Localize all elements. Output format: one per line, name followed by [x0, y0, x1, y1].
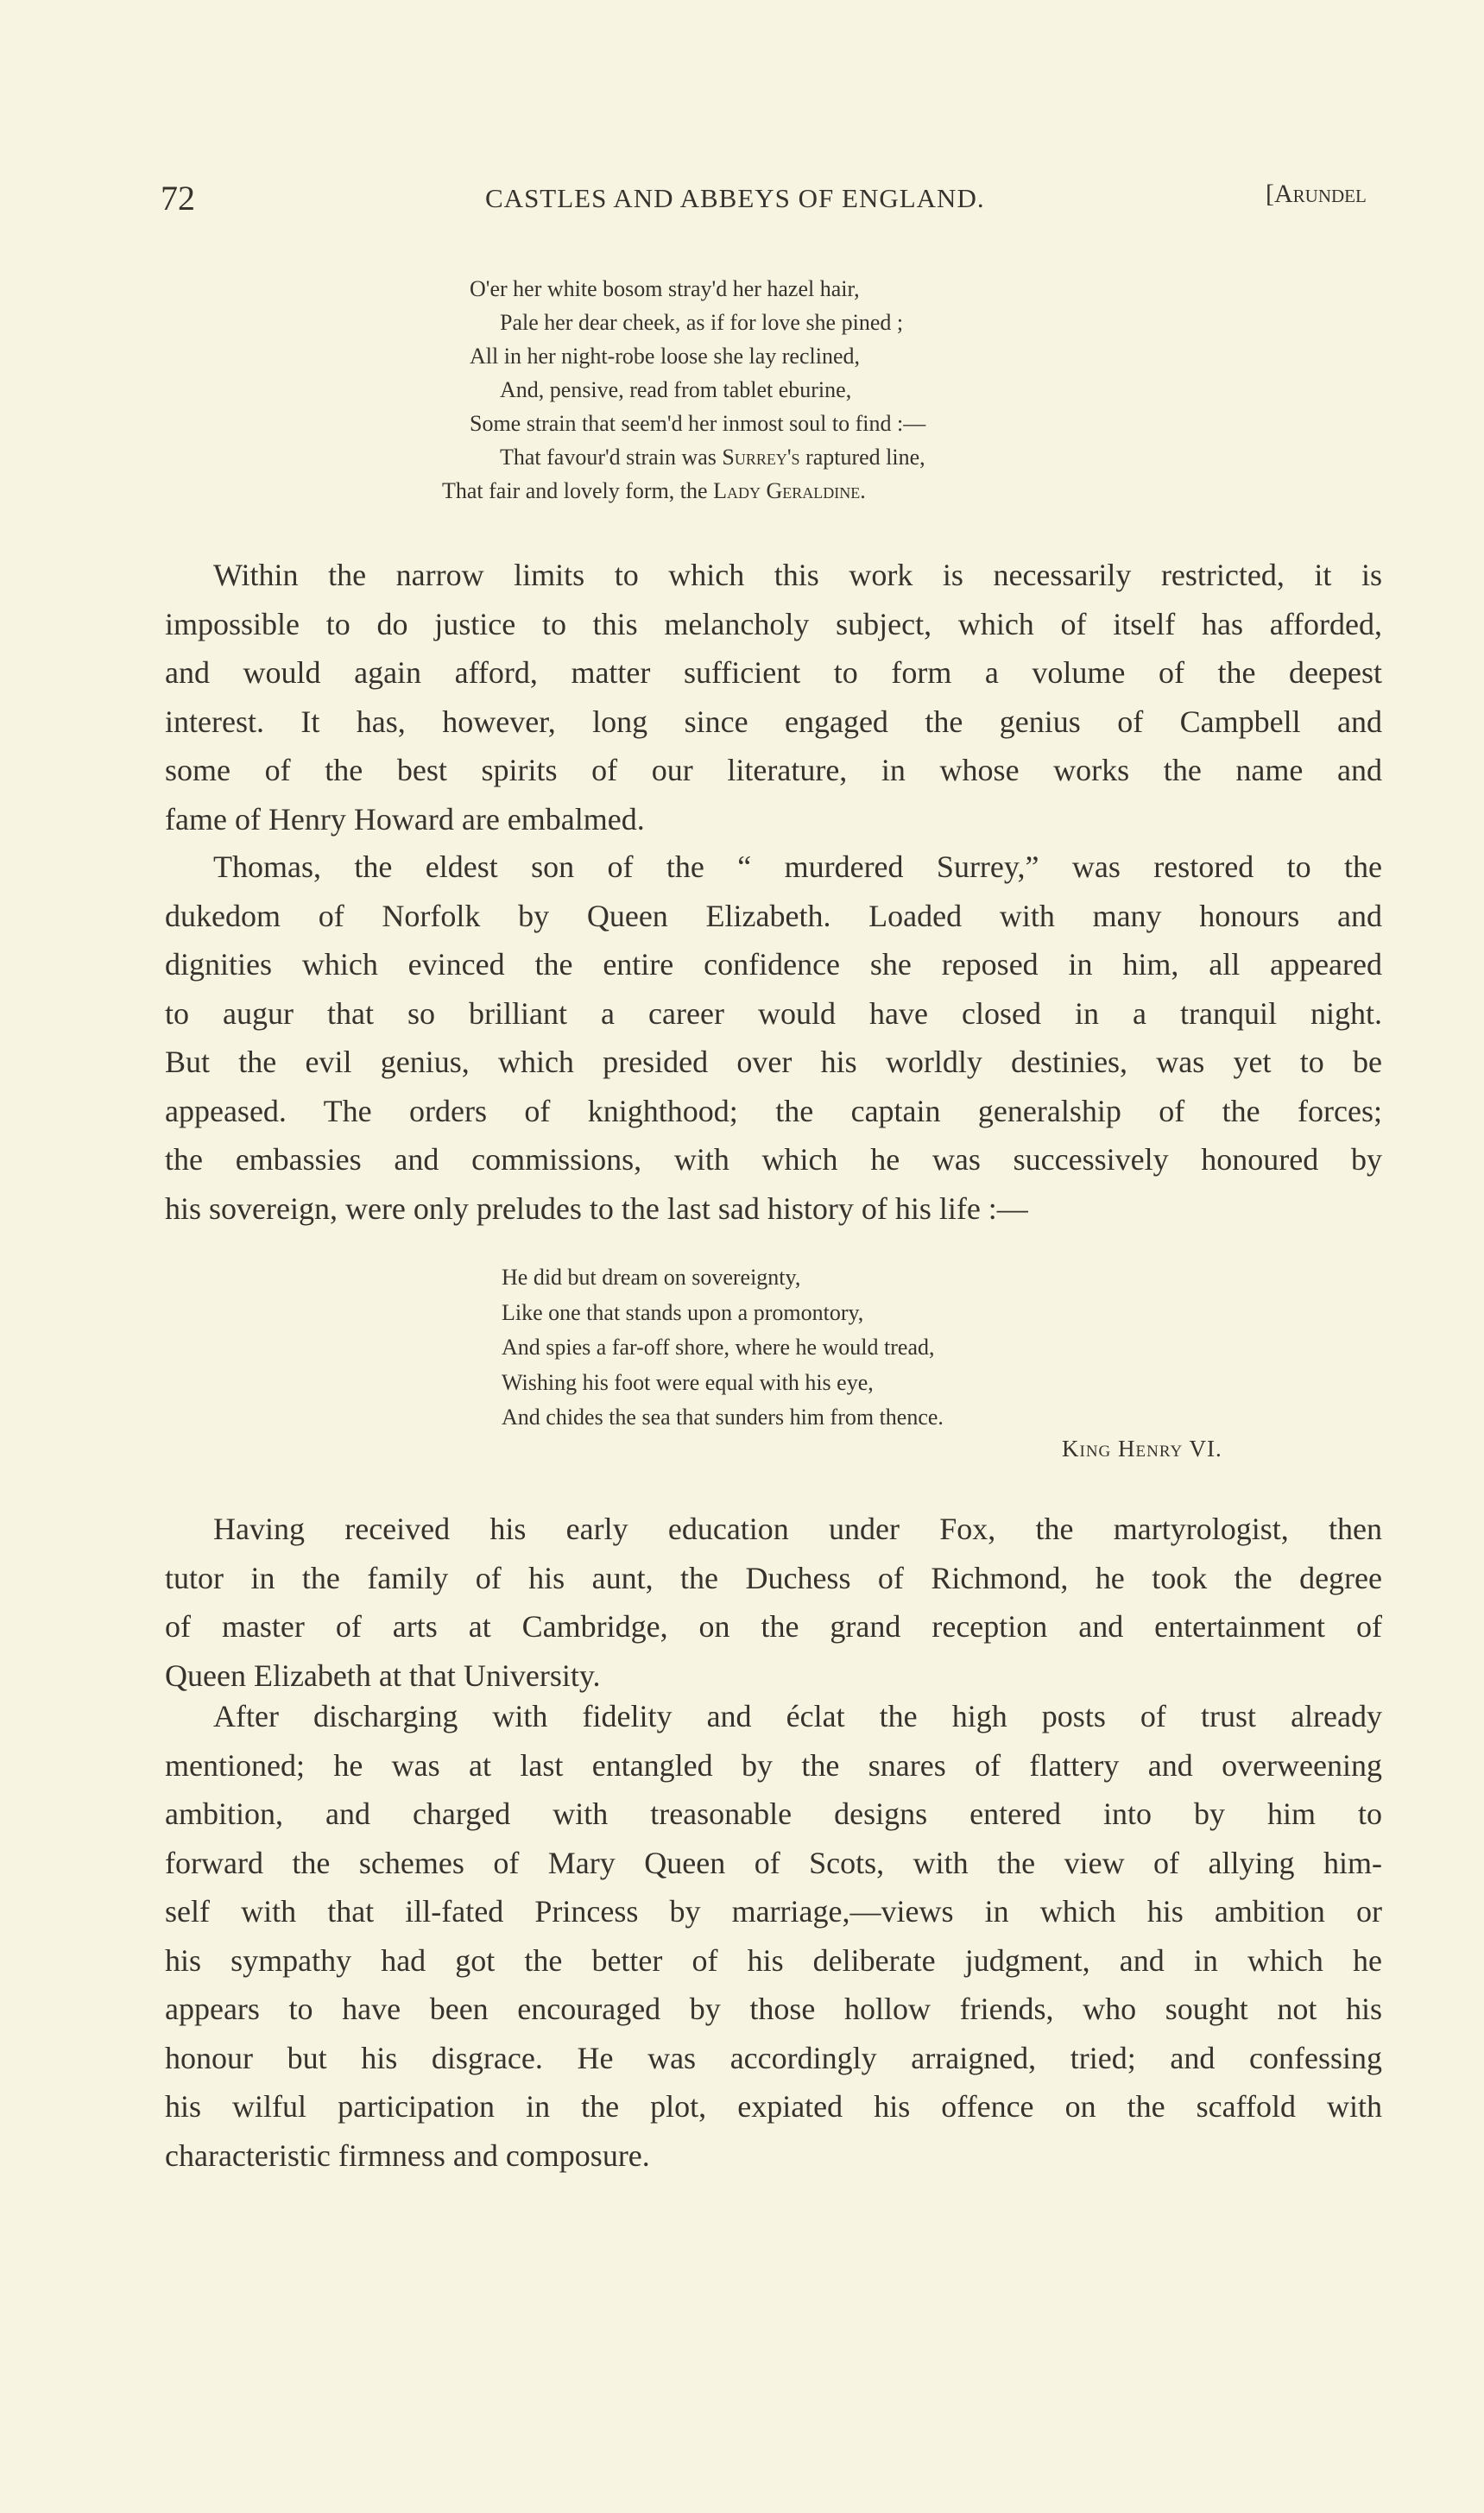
text-line: forward the schemes of Mary Queen of Scots, with the view of allying him- — [165, 1845, 1382, 1880]
poem-line — [442, 373, 925, 407]
poem-text: And, pensive, read from tablet eburine, — [500, 377, 852, 402]
text-line: appeased. The orders of knighthood; the captain generalship of the forces; — [165, 1093, 1382, 1128]
paragraph-2 — [165, 843, 1382, 1233]
poem-text: raptured line, — [799, 445, 925, 470]
poem-text: All in her night-robe loose she lay reclined, — [470, 344, 860, 369]
text-line: Queen Elizabeth at that University. — [165, 1657, 601, 1693]
text-line: Within the narrow limits to which this work is necessarily restricted, it is — [213, 558, 1382, 592]
poem-line: And chides the sea that sunders him from thence. — [502, 1405, 944, 1430]
poem-line: He did but dream on sovereignty, — [502, 1265, 801, 1290]
poem-line — [442, 440, 925, 474]
poem-line — [442, 339, 925, 373]
running-title: CASTLES AND ABBEYS OF ENGLAND. — [485, 183, 985, 213]
text-line: his sympathy had got the better of his deliberate judgment, and in which he — [165, 1942, 1382, 1978]
text-line: his wilful participation in the plot, expiated his offence on the scaffold with — [165, 2089, 1382, 2124]
text-line: After discharging with fidelity and éclat the high posts of trust already — [213, 1699, 1382, 1733]
poem-text: Some strain that seem'd her inmost soul to find :— — [470, 411, 926, 436]
paragraph-3 — [165, 1505, 1382, 1700]
poem-text: That fair and lovely form, the — [442, 478, 714, 503]
poem-line — [442, 407, 925, 440]
text-line: tutor in the family of his aunt, the Duchess of Richmond, he took the degree — [165, 1560, 1382, 1595]
poem-line: Wishing his foot were equal with his eye, — [502, 1369, 874, 1395]
text-line: and would again afford, matter sufficient to form a volume of the deepest — [165, 655, 1382, 690]
text-line: of master of arts at Cambridge, on the grand reception and entertainment of — [165, 1609, 1382, 1644]
text-line: to augur that so brilliant a career would have closed in a tranquil night. — [165, 995, 1382, 1031]
text-line: some of the best spirits of our literature, in whose works the name and — [165, 753, 1382, 787]
small-caps-name: Surrey's — [722, 445, 800, 470]
text-line: characteristic firmness and composure. — [165, 2137, 650, 2173]
text-line: self with that ill-fated Princess by marriage,—views in which his ambition or — [165, 1894, 1382, 1929]
paragraph-1 — [165, 551, 1382, 843]
text-line: Having received his early education under Fox, the martyrologist, then — [213, 1512, 1382, 1546]
poem-text: Pale her dear cheek, as if for love she pined ; — [500, 310, 904, 335]
poem-quotation-henry-vi — [502, 1260, 944, 1436]
section-heading: [Arundel — [1266, 180, 1367, 208]
poem-line — [442, 272, 925, 306]
text-line: mentioned; he was at last entangled by the snares of flattery and overweening — [165, 1747, 1382, 1783]
text-line: Thomas, the eldest son of the “ murdered Surrey,” was restored to the — [213, 849, 1382, 884]
poem-quotation-surrey — [442, 272, 925, 508]
quotation-attribution: King Henry VI. — [1062, 1436, 1222, 1462]
text-line: the embassies and commissions, with which he was successively honoured by — [165, 1142, 1382, 1177]
text-line: dignities which evinced the entire confidence she reposed in him, all appeared — [165, 947, 1382, 982]
poem-text: O'er her white bosom stray'd her hazel hair, — [470, 276, 860, 301]
text-line: impossible to do justice to this melancholy subject, which of itself has afforded, — [165, 606, 1382, 641]
poem-line: Like one that stands upon a promontory, — [502, 1299, 864, 1325]
text-line: ambition, and charged with treasonable designs entered into by him to — [165, 1796, 1382, 1831]
paragraph-4 — [165, 1692, 1382, 2180]
poem-line: And spies a far-off shore, where he would tread, — [502, 1335, 935, 1360]
small-caps-name: Lady Geraldine. — [713, 478, 866, 503]
text-line: dukedom of Norfolk by Queen Elizabeth. Loaded with many honours and — [165, 898, 1382, 933]
text-line: appears to have been encouraged by those hollow friends, who sought not his — [165, 1992, 1382, 2026]
poem-line — [442, 474, 925, 508]
text-line: honour but his disgrace. He was accordingly arraigned, tried; and confessing — [165, 2040, 1382, 2075]
text-line: his sovereign, were only preludes to the last sad history of his life :— — [165, 1190, 1028, 1226]
poem-line — [442, 306, 925, 339]
page-number: 72 — [161, 179, 195, 218]
text-line: But the evil genius, which presided over his worldly destinies, was yet to be — [165, 1045, 1382, 1079]
poem-text: That favour'd strain was — [500, 445, 723, 470]
text-line: interest. It has, however, long since engaged the genius of Campbell and — [165, 704, 1382, 739]
text-line: fame of Henry Howard are embalmed. — [165, 801, 645, 837]
